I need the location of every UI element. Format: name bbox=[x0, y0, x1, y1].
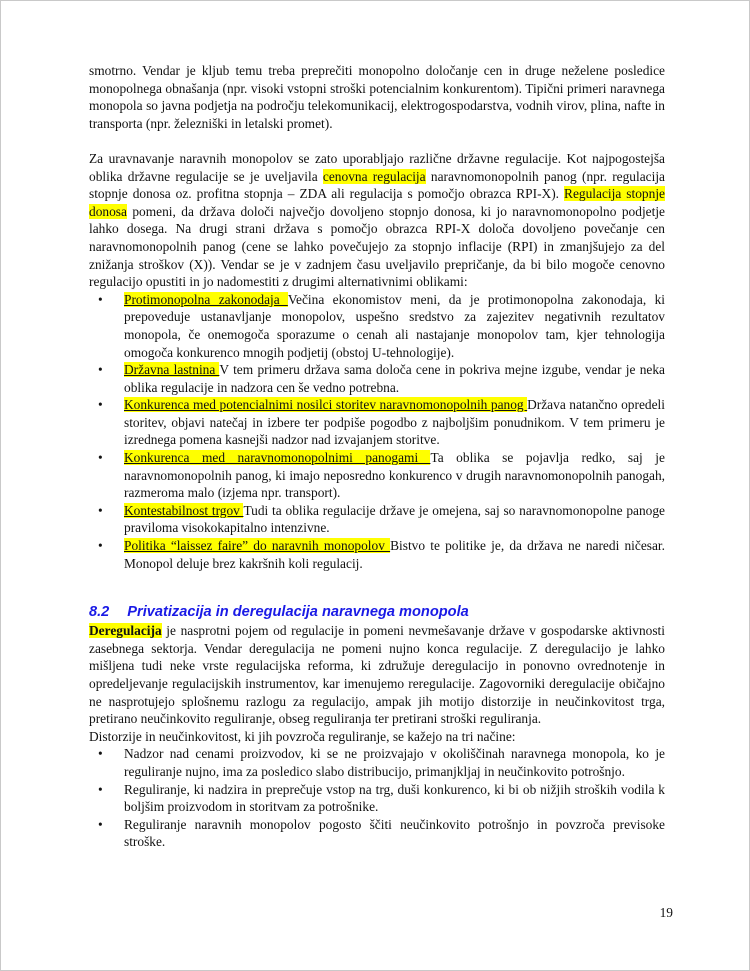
list-item bbox=[89, 502, 665, 537]
section-number: 8.2 bbox=[89, 604, 110, 621]
paragraph-distortions-lead bbox=[89, 728, 665, 746]
paragraph-text: naravnomonopolnih panog (npr. regulacija stopnje donosa oz. profitna stopnja – ZDA ali regulacija s pomočjo obrazca RPI-X). bbox=[89, 168, 665, 202]
list-item-text: Ta oblika se pojavlja redko, saj je naravnomonopolnih panog, ki imajo neposredno konkurenco v drugih naravnomonopolnih panogah, razmeroma malo (izjema npr. transport). bbox=[124, 450, 665, 501]
bullet-icon: • bbox=[98, 781, 103, 797]
list-item bbox=[89, 396, 665, 449]
paragraph-text: Distorzije in neučinkovitost, ki jih povzroča reguliranje, se kažejo na tri načine: bbox=[89, 728, 516, 744]
paragraph-text: je nasprotni pojem od regulacije in pomeni nevmešavanje države v gospodarske aktivnosti zasebnega sektorja. Vendar deregulacija ne pomeni nujno konca regulacije. Z deregulacijo je lahko mišljena tudi neke vrste regulacijska reforma, ki združuje deregulacijo in ponovno ovrednotenje in opredeljevanje regulacijskih instrumentov, kar imenujemo reregulacije. Zagovorniki deregulacije običajno ne nasprotujejo splošnemu razlogu za regulacijo, ampak jih motijo distorzije in neučinkovitost trga, pretirano neučinkovito reguliranje, obseg reguliranja ter pretirani stroški reguliranja. bbox=[89, 623, 665, 727]
bullet-icon: • bbox=[98, 450, 103, 466]
list-item bbox=[89, 537, 665, 572]
bullet-icon: • bbox=[98, 362, 103, 378]
bullet-icon: • bbox=[98, 746, 103, 762]
highlight-regulacija-stopnje-donosa: Regulacija stopnje donosa bbox=[89, 186, 665, 219]
section-heading bbox=[89, 603, 665, 621]
bullet-icon: • bbox=[98, 816, 103, 832]
list-item bbox=[89, 449, 665, 502]
list-item-term: Konkurenca med potencialnimi nosilci storitev naravnomonopolnih panog bbox=[124, 397, 528, 413]
list-item-text: Reguliranje naravnih monopolov pogosto ščiti neučinkovito potrošnjo in povzroča previsoke stroške. bbox=[124, 816, 665, 850]
paragraph-text: Za uravnavanje naravnih monopolov se zato uporabljajo različne državne regulacije. Kot najpogostejša oblika državne regulacije se je uveljavila bbox=[89, 150, 665, 184]
list-item-term: Državna lastnina bbox=[124, 362, 220, 378]
list-item-text: Reguliranje, ki nadzira in preprečuje vstop na trg, duši konkurenco, ki bi ob nižjih stroških vodila k boljšim proizvodom in storitvam za potrošnike. bbox=[124, 781, 665, 815]
list-item-text: Nadzor nad cenami proizvodov, ki se ne proizvajajo v okoliščinah naravnega monopola, ko je reguliranje nujno, ima za posledico slabo distribucijo, primanjkljaj in neučinkovito potrošnjo. bbox=[124, 746, 665, 779]
list-item bbox=[89, 745, 665, 780]
list-item bbox=[89, 291, 665, 361]
paragraph-regulation-types bbox=[89, 150, 665, 291]
distortions-list bbox=[89, 745, 665, 851]
list-item-text: Tudi ta oblika regulacije države je omejena, saj so naravnomonopolne panoge praviloma visokokapitalno intenzivne. bbox=[124, 502, 665, 536]
list-item-term: Protimonopolna zakonodaja bbox=[124, 291, 288, 307]
highlight-deregulacija: Deregulacija bbox=[89, 623, 162, 639]
paragraph-monopoly-intro bbox=[89, 62, 665, 132]
list-item-text: V tem primeru država sama določa cene in pokriva mejne izgube, vendar je neka oblika regulacije in nadzora cen še vedno potrebna. bbox=[124, 362, 666, 395]
list-item-term: Kontestabilnost trgov bbox=[124, 502, 244, 518]
page-content bbox=[89, 62, 665, 851]
regulation-alternatives-list bbox=[89, 291, 665, 573]
list-item-text: Država natančno opredeli storitev, objavi natečaj in izbere ter podpiše pogodbo z najboljšim ponudnikom. V tem primeru je izrednega pomena kasnejši nadzor nad izvajanjem storitve. bbox=[124, 397, 665, 448]
list-item-term: Konkurenca med naravnomonopolnimi panogami bbox=[124, 450, 431, 466]
paragraph-text: pomeni, da država določi največjo dovoljeno stopnjo donosa, ki jo naravnomonopolno podjetje lahko dosega. Na drugi strani država s pomočjo obrazca RPI-X določa dovoljeno povečanje cen naravnomonopolnih panog (cene se lahko povečujejo za stopnjo inflacije (RPI) in zmanjšujejo za del znižanja stroškov (X)). Vendar se je v zadnjem času uveljavilo prepričanje, da bi bilo mogoče cenovno regulacijo opustiti in jo nadomestiti z drugimi alternativnimi oblikami: bbox=[89, 203, 665, 290]
list-item-text: Bistvo te politike je, da država ne naredi ničesar. Monopol deluje brez kakršnih koli regulacij. bbox=[124, 538, 665, 571]
list-item-text: Večina ekonomistov meni, da je protimonopolna zakonodaja, ki prepoveduje ustanavljanje monopolov, uspešno sredstvo za zajezitev negativnih rezultatov monopola, če onemogoča sporazume o cenah ali nastajanje monopolov tam, kjer tehnologija omogoča konkurenco mnogih podjetij (obstoj U-tehnologije). bbox=[124, 291, 666, 360]
bullet-icon: • bbox=[98, 397, 103, 413]
bullet-icon: • bbox=[98, 291, 103, 307]
paragraph-text: smotrno. Vendar je kljub temu treba preprečiti monopolno določanje cen in druge neželene posledice monopolnega obnašanja (npr. visoki vstopni stroški potencialnim konkurentom). Tipični primeri naravnega monopola so javna podjetja na področju telekomunikacij, elektrogospodarstva, vodnih virov, plina, nafte in transporta (npr. železniški in letalski promet). bbox=[89, 63, 665, 131]
bullet-icon: • bbox=[98, 502, 103, 518]
bullet-icon: • bbox=[98, 538, 103, 554]
list-item bbox=[89, 816, 665, 851]
list-item-term: Politika “laissez faire” do naravnih monopolov bbox=[124, 538, 391, 554]
list-item bbox=[89, 781, 665, 816]
highlight-cenovna-regulacija: cenovna regulacija bbox=[322, 168, 426, 184]
section-title: Privatizacija in deregulacija naravnega monopola bbox=[127, 604, 469, 621]
list-item bbox=[89, 361, 665, 396]
paragraph-deregulation bbox=[89, 622, 665, 728]
page-number: 19 bbox=[659, 905, 673, 920]
